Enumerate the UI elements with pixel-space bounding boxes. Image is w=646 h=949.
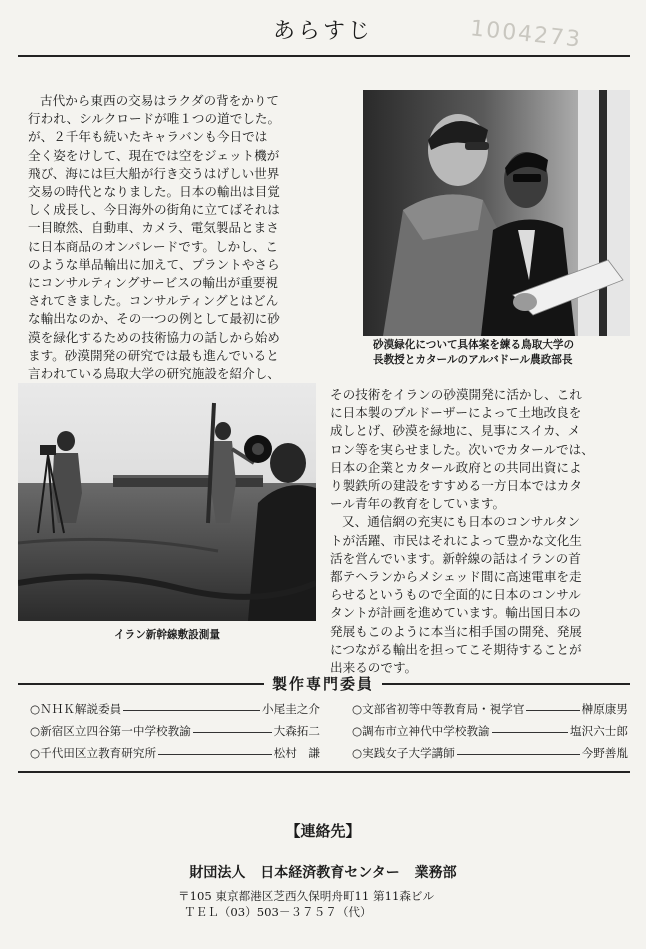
title-underline: [18, 55, 630, 57]
iran-paragraph-text: [330, 386, 632, 513]
committee-member: [30, 742, 320, 764]
text-line: 日本の企業とカタール政府との共同出資によ: [330, 459, 582, 475]
photo-survey-image: [18, 383, 316, 621]
text-line: 出来るのです。: [330, 660, 418, 676]
text-line: が、２千年も続いたキャラバンも今日では: [28, 129, 268, 145]
photo-meeting-caption: [373, 338, 633, 368]
text-line: 都テヘランからメシェッド間に高速電車を走: [330, 569, 582, 585]
member-name: 大森拓二: [273, 724, 320, 738]
contact-address-block: [178, 888, 434, 920]
org-type: 財団法人: [189, 865, 246, 881]
text-line: ロン等を実らせました。次いでカタールでは、: [330, 441, 594, 457]
photo-survey-caption: イラン新幹線敷設測量: [114, 629, 220, 641]
intro-paragraph: [28, 92, 348, 383]
member-name: 今野善胤: [581, 746, 628, 760]
text-line: ます。砂漠開発の研究では最も進んでいると: [28, 347, 279, 363]
intro-paragraph-text: [28, 92, 348, 383]
committee-member: [352, 720, 628, 742]
text-line: につながる輸出を担ってこそ期待することが: [330, 641, 582, 657]
text-line: 漠を緑化するための技術協力の話しから始め: [28, 329, 280, 345]
text-line: 一目瞭然、自動車、カメラ、電気製品とまさ: [28, 220, 279, 236]
photo-meeting-caption-line: 砂漠緑化について具体案を練る鳥取大学の: [373, 339, 575, 351]
text-line: 交易の時代となりました。日本の輸出は目覚: [28, 184, 280, 200]
member-affiliation: ○文部省初等中等教育局・視学官: [352, 702, 525, 716]
text-line: 活を営んでいます。新幹線の話はイランの首: [330, 550, 581, 566]
committee-member: [30, 720, 320, 742]
committee-title: [0, 673, 646, 694]
committee-title-text: 製作専門委員: [264, 675, 382, 693]
member-leader-line: [123, 710, 260, 711]
member-affiliation: ○千代田区立教育研究所: [30, 746, 157, 760]
text-line: その技術をイランの砂漠開発に活かし、これ: [330, 387, 582, 402]
member-leader-line: [492, 732, 568, 733]
text-line: に日本製のブルドーザーによって土地改良を: [330, 405, 582, 421]
text-line: 全く姿をけして、現在では空をジェット機が: [28, 147, 280, 163]
handwritten-catalog-mark: 1004273: [469, 16, 583, 53]
text-line: 飛び、海には巨大船が行き交うはげしい世界: [28, 165, 280, 181]
committee-bottom-rule: [18, 771, 630, 773]
text-line: な輸出なのか、その一つの例として最初に砂: [28, 311, 280, 327]
text-line: のような単品輸出に加えて、プラントやさら: [28, 256, 280, 272]
org-department: 業務部: [414, 865, 457, 881]
text-line: 言われている鳥取大学の研究施設を紹介し、: [28, 366, 280, 382]
text-line: 発展もこのように本当に相手国の開発、発展: [330, 623, 582, 639]
text-line: ール青年の教育をしています。: [330, 496, 506, 512]
text-line: されてきました。コンサルティングとはどん: [28, 293, 279, 309]
body-paragraphs-right: [330, 386, 632, 677]
text-line: らせるというもので全面的に日本のコンサル: [330, 587, 581, 603]
member-leader-line: [158, 754, 272, 755]
text-line: しく成長し、今日海外の街角に立てばそれは: [28, 202, 280, 218]
text-line: 古代から東西の交易はラクダの背をかりて: [40, 93, 280, 108]
photo-survey: [18, 383, 316, 621]
text-line: にコンサルティングサービスの輸出が重要視: [28, 275, 278, 291]
text-line: トが活躍、市民はそれによって豊かな文化生: [330, 532, 582, 548]
committee-members-right: [352, 698, 628, 764]
photo-meeting-image: [363, 90, 630, 336]
contact-address: 〒105 東京都港区芝西久保明舟町11 第11森ビル: [178, 889, 435, 903]
member-leader-line: [193, 732, 272, 733]
org-name: 日本経済教育センター: [260, 865, 400, 881]
text-line: に日本商品のオンパレードです。しかし、こ: [28, 238, 278, 254]
member-affiliation: ○ＮＨＫ解説委員: [30, 702, 122, 716]
committee-member: [30, 698, 320, 720]
member-leader-line: [457, 754, 580, 755]
member-name: 塩沢六士郎: [570, 724, 628, 738]
member-affiliation: ○実践女子大学講師: [352, 746, 455, 760]
text-line: 又、通信網の充実にも日本のコンサルタン: [342, 514, 581, 530]
text-line: 成しとげ、砂漠を緑地に、見事にスイカ、メ: [330, 423, 581, 439]
text-line: 行われ、シルクロードが唯１つの道でした。: [28, 111, 281, 127]
committee-member: [352, 698, 628, 720]
photo-meeting: [363, 90, 630, 336]
text-line: り製鉄所の建設をすすめる一方日本ではカタ: [330, 478, 583, 494]
member-leader-line: [526, 710, 579, 711]
member-name: 榊原康男: [581, 702, 628, 716]
committee-members-left: [30, 698, 320, 764]
member-affiliation: ○調布市立神代中学校教諭: [352, 724, 490, 738]
member-affiliation: ○新宿区立四谷第一中学校教諭: [30, 724, 191, 738]
member-name: 松村 謙: [273, 746, 320, 760]
text-line: タントが計画を進めています。輸出国日本の: [330, 605, 581, 621]
communications-paragraph-text: [330, 513, 632, 677]
member-name: 小尾圭之介: [262, 702, 320, 716]
contact-tel: ＴＥＬ（03）503－３７５７（代）: [184, 905, 372, 919]
contact-label: 【連絡先】: [285, 822, 361, 840]
photo-meeting-caption-line: 長教授とカタールのアルバドール農政部長: [373, 354, 573, 366]
contact-organization: [0, 862, 646, 882]
committee-member: [352, 742, 628, 764]
page-title: あらすじ: [272, 19, 373, 44]
